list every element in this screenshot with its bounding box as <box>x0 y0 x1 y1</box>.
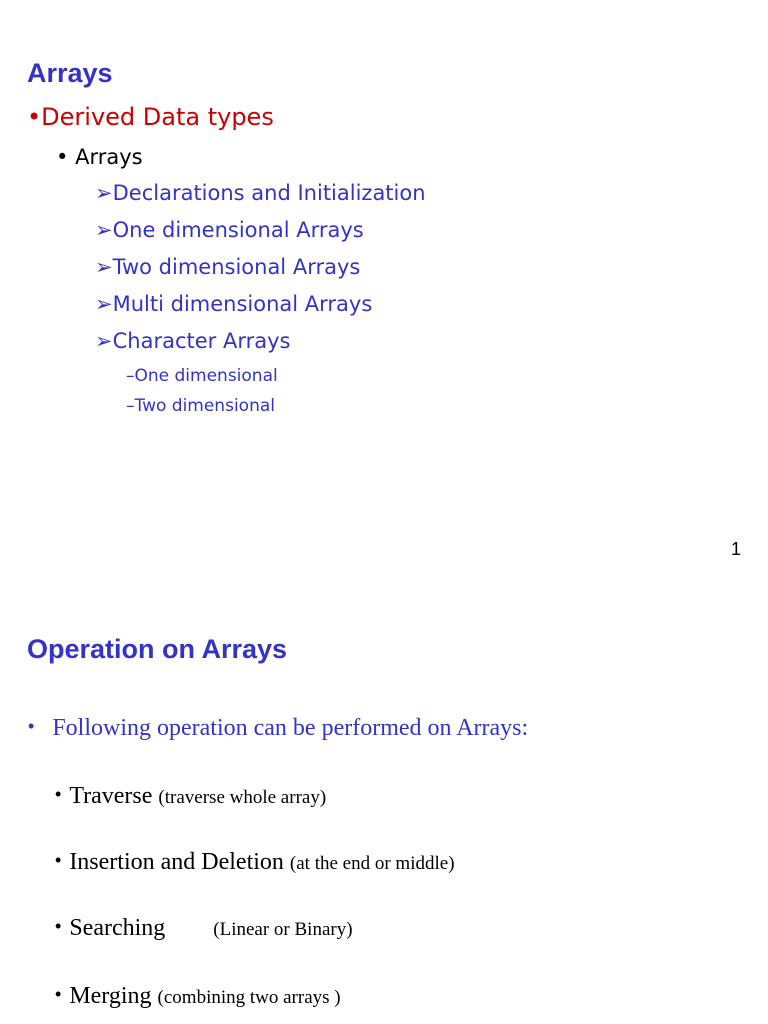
operation-name: Traverse <box>69 783 153 809</box>
bullet-icon: • <box>55 850 62 870</box>
subitem-text: Declarations and Initialization <box>112 181 426 205</box>
subitem-one-dimensional <box>95 218 364 242</box>
operation-name: Insertion and Deletion <box>69 849 284 875</box>
operation-note: (at the end or middle) <box>289 853 455 874</box>
slide-title: Arrays <box>27 58 113 88</box>
bullet-icon: • <box>27 103 42 131</box>
arrow-bullet-icon: ➢ <box>95 218 113 242</box>
subitem-text: Two dimensional Arrays <box>112 255 361 279</box>
operation-item-insertion-deletion <box>55 849 455 876</box>
subsubitem-two-dimensional <box>126 396 275 416</box>
subitem-two-dimensional <box>95 255 360 279</box>
operation-name: Searching <box>69 915 166 941</box>
operation-name: Merging <box>69 983 152 1009</box>
intro-bullet-item <box>28 715 528 742</box>
bullet-item-arrays <box>56 145 143 169</box>
arrow-bullet-icon: ➢ <box>95 181 113 205</box>
subitem-text: Multi dimensional Arrays <box>112 292 373 316</box>
arrow-bullet-icon: ➢ <box>95 255 113 279</box>
bullet-item-derived-data-types <box>27 103 274 131</box>
slide-2 <box>0 590 768 1024</box>
arrow-bullet-icon: ➢ <box>95 329 113 353</box>
operation-note: (Linear or Binary) <box>213 919 353 940</box>
bullet-icon: • <box>55 916 62 936</box>
bullet-icon: • <box>56 145 69 169</box>
arrow-bullet-icon: ➢ <box>95 292 113 316</box>
dash-bullet-icon: – <box>126 396 135 416</box>
bullet-text: Derived Data types <box>41 103 274 131</box>
dash-bullet-icon: – <box>126 366 135 386</box>
operation-item-merging <box>55 983 341 1010</box>
intro-text: Following operation can be performed on Arrays: <box>52 715 529 741</box>
operation-item-traverse <box>55 783 326 810</box>
subitem-text: One dimensional Arrays <box>112 218 364 242</box>
operation-note: (combining two arrays ) <box>157 987 341 1008</box>
subsubitem-text: Two dimensional <box>134 396 275 416</box>
subitem-text: Character Arrays <box>112 329 291 353</box>
page-number: 1 <box>731 539 742 559</box>
subsubitem-one-dimensional <box>126 366 278 386</box>
operation-note: (traverse whole array) <box>158 787 327 808</box>
subsubitem-text: One dimensional <box>134 366 278 386</box>
bullet-icon: • <box>55 784 62 804</box>
slide-title: Operation on Arrays <box>27 634 288 664</box>
bullet-icon: • <box>55 984 62 1004</box>
subitem-character-arrays <box>95 329 290 353</box>
subitem-declarations <box>95 181 426 205</box>
bullet-text: Arrays <box>75 145 143 169</box>
bullet-icon: • <box>28 716 35 736</box>
subitem-multi-dimensional <box>95 292 372 316</box>
operation-item-searching <box>55 915 353 942</box>
